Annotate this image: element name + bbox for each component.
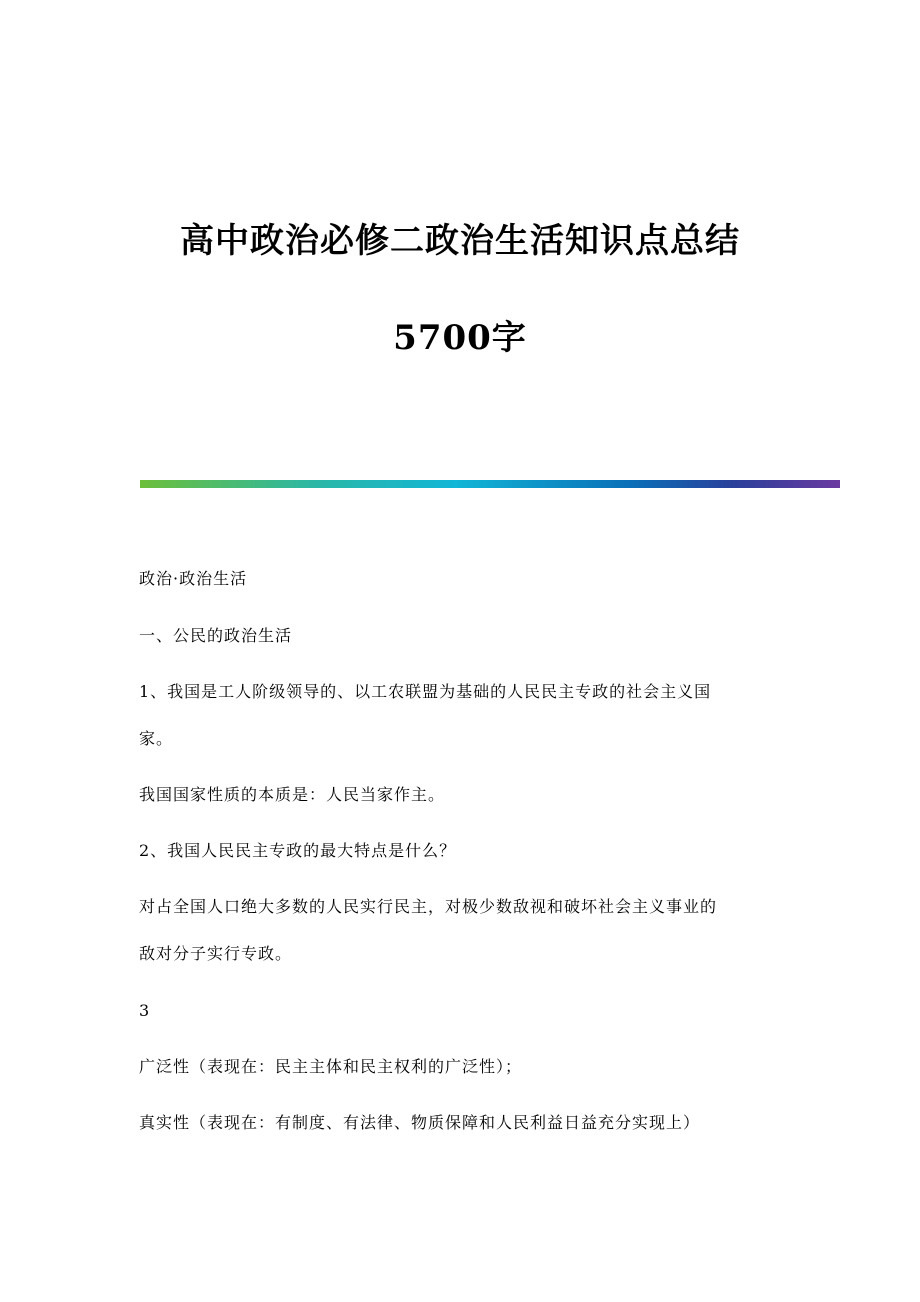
document-title-word-count: 5700字 xyxy=(393,318,527,358)
paragraph: 真实性（表现在：有制度、有法律、物质保障和人民利益日益充分实现上） xyxy=(139,1113,701,1132)
paragraph: 我国国家性质的本质是：人民当家作主。 xyxy=(139,785,446,804)
paragraph-line: 对占全国人口绝大多数的人民实行民主，对极少数敌视和破坏社会主义事业的 xyxy=(139,897,718,916)
paragraph: 广泛性（表现在：民主主体和民主权利的广泛性）； xyxy=(139,1057,523,1076)
chapter-heading: 一、公民的政治生活 xyxy=(139,626,293,645)
paragraph-line: 1、我国是工人阶级领导的、以工农联盟为基础的人民民主专政的社会主义国 xyxy=(139,682,712,701)
paragraph-line: 家。 xyxy=(139,729,174,748)
gradient-divider xyxy=(140,480,840,488)
question-heading: 2、我国人民民主专政的最大特点是什么？ xyxy=(139,841,457,860)
section-heading: 政治·政治生活 xyxy=(139,569,248,588)
document-title: 高中政治必修二政治生活知识点总结 xyxy=(180,221,740,261)
item-number: 3 xyxy=(139,1001,151,1020)
paragraph-line: 敌对分子实行专政。 xyxy=(139,944,293,963)
